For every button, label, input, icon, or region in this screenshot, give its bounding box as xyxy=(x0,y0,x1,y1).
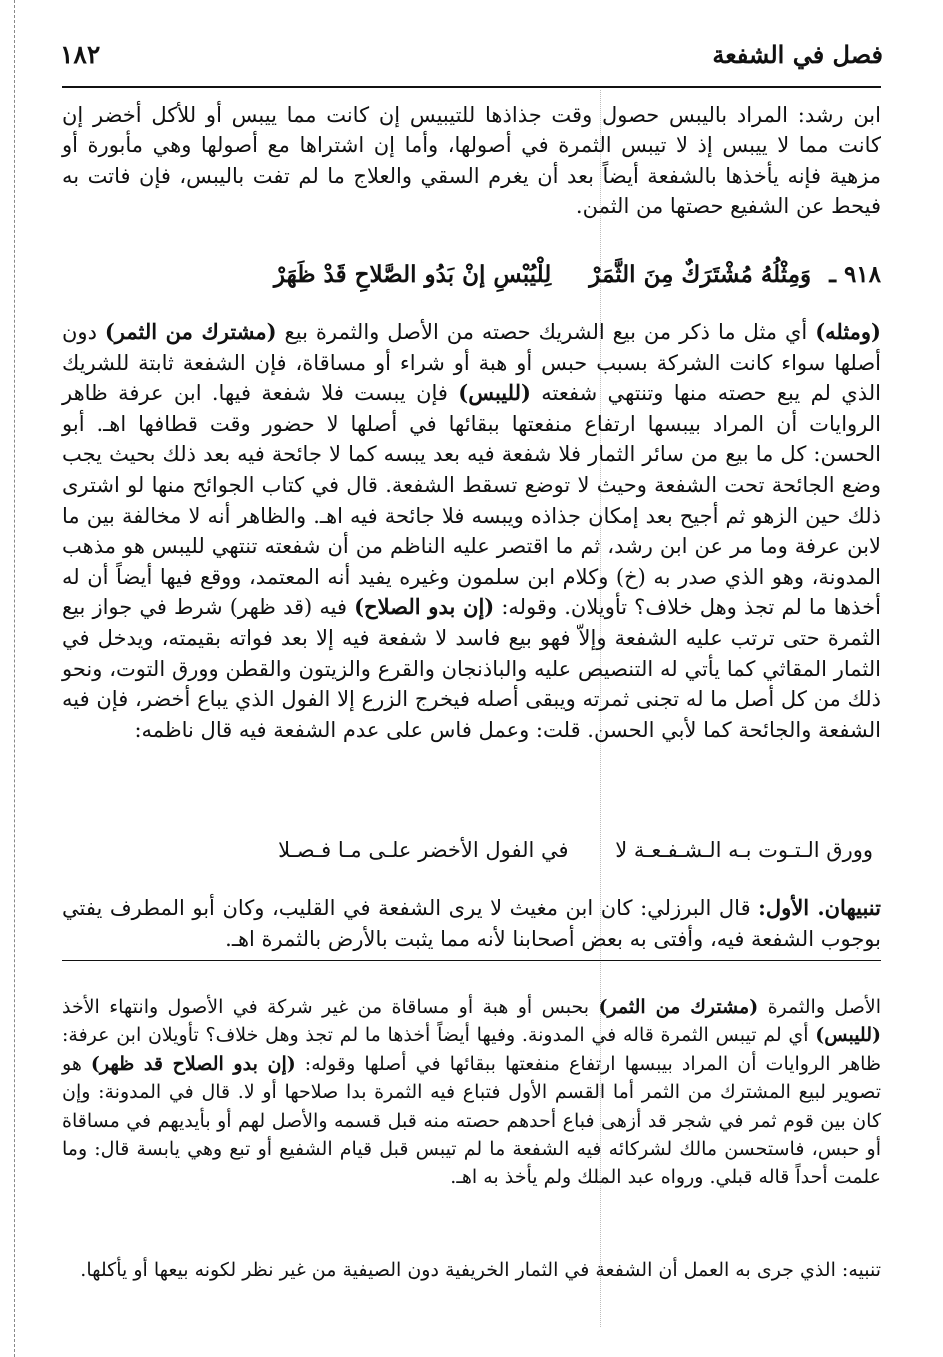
footnote-2-text: تنبيه: الذي جرى به العمل أن الشفعة في الثمار الخريفية دون الصيفية من غير نظر لكونه بيعها أو يأكلها. xyxy=(80,1259,881,1281)
commentary-lead: (مشترك من الثمر) xyxy=(104,319,277,344)
footnote-lead: (لليبس) xyxy=(815,1024,881,1047)
commentary xyxy=(62,296,881,766)
commentary-text xyxy=(62,317,881,745)
header-rule xyxy=(62,86,881,88)
footnote-part: بحبس أو هبة أو مساقاة من غير شركة في الأصول وانتهاء الأخذ xyxy=(62,996,599,1018)
footnote-separator xyxy=(62,960,881,961)
page-header xyxy=(60,40,883,88)
commentary-part: أي مثل ما ذكر من بيع الشريك حصته من الأصل والثمرة بيع xyxy=(276,320,816,344)
intro-text: ابن رشد: المراد باليبس حصول وقت جذاذها للتيبيس إن كانت مما ييبس أو للأكل أخضر إن كانت مما لا ييبس إذ لا تيبس الثمرة في أصولها، وأما إن اشتراها مع أصولها وهي مأبورة أو مزهية فإنه يأخذها بالشفعة أيضاً بعد أن يغرم السقي والعلاج ما لم تفت باليبس، فإن فاتت به فيحط عن الشفيع حصتها من الثمن. xyxy=(62,103,881,219)
commentary-part: فإن يبست فلا شفعة فيها. ابن عرفة ظاهر الروايات أن المراد بيبسها ارتفاع منفعتها ببقائها في أصلها لا حضور وقت قطافها اهـ. أبو الحسن: كل ما بيع من سائر الثمار فلا شفعة فيه بعد يبسه كما لا جائحة فيه بعد ذلك بحيث يجب وضع الجائحة تحت الشفعة وحيث لا توضع تسقط الشفعة. قال في كتاب الجوائح منها لو اشترى ذلك حين الزهو ثم أجيح بعد إمكان جذاذه ويبسه فلا جائحة فيه اهـ. والظاهر أنه لا مخالفة بين ما لابن عرفة وما مر عن ابن رشد، ثم ما اقتصر عليه الناظم من أن شفعته تنتهي لليبس هو مذهب المدونة، وهو الذي صدر به (خ) وكلام ابن سلمون وغيره يفيد أنه المعتمد، ووقع فيها أيضاً أن له أخذها ما لم تجذ وهل خلاف؟ تأويلان. وقوله: xyxy=(62,381,881,620)
notes-text: قال البرزلي: كان ابن مغيث لا يرى الشفعة في القليب، وكان أبو المطرف يفتي بوجوب الشفعة فيه، وأفتى به بعض أصحابنا لأنه مما يثبت بالأرض بالثمرة اهـ. xyxy=(62,896,881,951)
footnote-part: هو تصوير لبيع المشترك من الثمر أما القسم الأول فتباع فيه الثمرة بدا صلاحها أو لا. قال في المدونة: وإن كان بين قوم ثمر في شجر قد أزهى فباع أحدهم حصته منه قبل قسمه والأصل لهم أو بأيديهم في مساقاة أو حبس، فاستحسن مالك لشركائه فيه الشفعة ما لم تيبس قبل قيام الشفيع أو تبع وهي يابسة قال: وما علمت أحداً قاله قبلي. ورواه عبد الملك ولم يأخذ به اهـ. xyxy=(62,1052,881,1189)
verse-number: ٩١٨ ـ xyxy=(829,261,881,288)
footnote-part: أي لم تيبس الثمرة قاله في المدونة. وفيها أيضاً أخذها ما لم تجذ وهل خلاف؟ تأويلان ابن عرفة: ظاهر الروايات أن المراد بيبسها ارتفاع منفعتها ببقائها في أصلها وقوله: xyxy=(62,1024,882,1075)
commentary-lead: (إن بدو الصلاح) xyxy=(354,594,495,620)
poem-line xyxy=(110,834,873,866)
commentary-part: فيه (قد ظهر) شرط في جواز بيع الثمرة حتى ترتب عليه الشفعة وإلاّ فهو بيع فاسد لا شفعة فيه إلا بعد فواته بقيمته، ويدخل في الثمار المقاثي كما يأتي له التنصيص عليه والباذنجان والقرع والزيتون والقطن وورق التوت، ونحو ذلك من كل أصل ما له تجنى ثمرته ويبقى أصله فيخرج الزرع إلا الفول الذي يباع أخضر، فإن فيه الشفعة والجائحة كما لأبي الحسن. قلت: وعمل فاس على عدم الشفعة فيه قال ناظمه: xyxy=(62,595,881,742)
intro-paragraph xyxy=(62,100,881,222)
footnote-lead: (مشترك من الثمر) xyxy=(598,996,759,1018)
poem-hemistich-1: وورق الـتـوت بـه الـشـفـعـة لا xyxy=(615,838,873,862)
verse-line xyxy=(80,258,881,292)
footnote-1 xyxy=(62,974,881,1211)
verse-hemistich-2: لِلْيُبْسِ إنْ بَدُو الصَّلاحِ قَدْ ظَهَرْ xyxy=(273,261,552,288)
footnote-lead: (إن بدو الصلاح قد ظهر) xyxy=(90,1052,296,1075)
poem-hemistich-2: في الفول الأخضر علـى مـا فـصـلا xyxy=(278,838,569,862)
notes-lead: تنبيهان. الأول: xyxy=(758,895,881,920)
page-number: ١٨٢ xyxy=(60,40,101,69)
scan-margin-line xyxy=(14,0,15,1357)
commentary-lead: (ومثله) xyxy=(815,319,881,344)
footnote-2 xyxy=(62,1237,881,1304)
commentary-lead: (لليبس) xyxy=(458,380,531,406)
chapter-title: فصل في الشفعة xyxy=(712,40,883,69)
footnote-part: الأصل والثمرة xyxy=(758,996,881,1018)
verse-hemistich-1: وَمِثْلُهُ مُشْتَرَكٌ مِنَ الثَّمَرْ xyxy=(589,261,812,288)
commentary-part: دون أصلها سواء كانت الشركة بسبب حبس أو هبة أو شراء أو مساقاة، فإن الشفعة ثابتة للشريك الذي لم يبع حصته منها وتنتهي شفعته xyxy=(62,320,881,406)
